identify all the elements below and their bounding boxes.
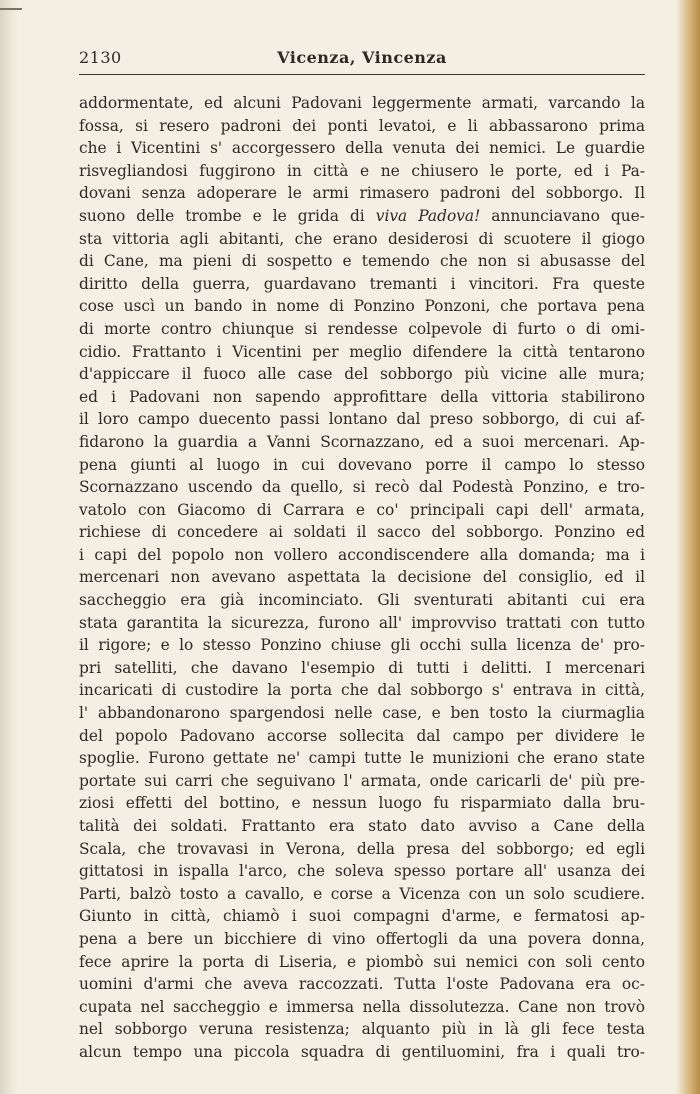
text-segment: incaricati di custodire la porta che dal sobborgo s' entrava in città, [79, 681, 645, 700]
text-line [79, 838, 645, 861]
text-segment: Scornazzano uscendo da quello, si recò dal Podestà Ponzino, e tro- [79, 478, 645, 497]
text-line [79, 205, 645, 228]
text-segment: cupata nel saccheggio e immersa nella dissolutezza. Cane non trovò [79, 997, 645, 1016]
text-line [79, 160, 645, 183]
text-line [79, 295, 645, 318]
text-line [79, 476, 645, 499]
text-segment: vatolo con Giacomo di Carrara e co' principali capi dell' armata, [79, 500, 645, 519]
text-line [79, 973, 645, 996]
text-segment: di morte contro chiunque si rendesse colpevole di furto o di omi- [79, 319, 645, 338]
text-line [79, 408, 645, 431]
text-segment: suono delle trombe e le grida di [79, 206, 376, 225]
text-line [79, 182, 645, 205]
text-line [79, 951, 645, 974]
text-line [79, 792, 645, 815]
text-segment: i capi del popolo non vollero accondiscendere alla domanda; ma i [79, 545, 645, 564]
text-line [79, 137, 645, 160]
text-segment: saccheggio era già incominciato. Gli sventurati abitanti cui era [79, 591, 645, 610]
text-segment: dovani senza adoperare le armi rimasero padroni del sobborgo. Il [79, 184, 645, 203]
text-segment: pena a bere un bicchiere di vino offertogli da una povera donna, [79, 929, 645, 948]
text-line [79, 92, 645, 115]
text-segment: fece aprire la porta di Liseria, e piombò sui nemici con soli cento [79, 952, 645, 971]
text-segment: cose uscì un bando in nome di Ponzino Ponzoni, che portava pena [79, 297, 645, 316]
text-segment: il rigore; e lo stesso Ponzino chiuse gli occhi sulla licenza de' pro- [79, 636, 645, 655]
text-segment: fossa, si resero padroni dei ponti levatoi, e li abbassarono prima [79, 116, 645, 135]
text-line [79, 815, 645, 838]
text-line [79, 341, 645, 364]
text-line [79, 363, 645, 386]
running-title: Vicenza, Vincenza [277, 48, 447, 67]
text-segment: pena giunti al luogo in cui dovevano porre il campo lo stesso [79, 455, 645, 474]
text-line [79, 566, 645, 589]
text-segment: cidio. Frattanto i Vicentini per meglio difendere la città tentarono [79, 342, 645, 361]
text-line [79, 612, 645, 635]
text-line [79, 770, 645, 793]
text-line [79, 657, 645, 680]
text-line [79, 499, 645, 522]
text-segment: che i Vicentini s' accorgessero della venuta dei nemici. Le guardie [79, 139, 645, 158]
text-line [79, 883, 645, 906]
text-segment: ziosi effetti del bottino, e nessun luogo fu risparmiato dalla bru- [79, 794, 645, 813]
text-segment: talità dei soldati. Frattanto era stato dato avviso a Cane della [79, 817, 645, 835]
text-segment: Scala, che trovavasi in Verona, della presa del sobborgo; ed egli [79, 839, 645, 858]
text-segment: richiese di concedere ai soldati il sacco del sobborgo. Ponzino ed [79, 523, 645, 542]
text-line [79, 318, 645, 341]
text-segment: pri satelliti, che davano l'esempio di tutti i delitti. I mercenari [79, 658, 645, 677]
text-segment: diritto della guerra, guardavano tremanti i vincitori. Fra queste [79, 274, 645, 293]
text-line [79, 521, 645, 544]
text-segment: sta vittoria agli abitanti, che erano desiderosi di scuotere il giogo [79, 229, 645, 248]
text-segment: nel sobborgo veruna resistenza; alquanto più in là gli fece testa [79, 1020, 645, 1039]
text-segment: l' abbandonarono spargendosi nelle case, e ben tosto la ciurmaglia [79, 704, 645, 723]
text-segment: mercenari non avevano aspettata la decisione del consiglio, ed il [79, 568, 645, 587]
text-segment: del popolo Padovano accorse sollecita dal campo per dividere le [79, 726, 645, 745]
text-segment: Parti, balzò tosto a cavallo, e corse a Vicenza con un solo scudiere. [79, 884, 645, 903]
text-line [79, 860, 645, 883]
text-line [79, 679, 645, 702]
text-segment: portate sui carri che seguivano l' armata, onde caricarli de' più pre- [79, 771, 645, 790]
text-segment: alcun tempo una piccola squadra di gentiluomini, fra i quali tro- [79, 1042, 645, 1061]
text-segment: annunciavano que- [480, 206, 645, 225]
page-right-edge [676, 0, 700, 1094]
text-line [79, 589, 645, 612]
text-line [79, 634, 645, 657]
text-segment: fidarono la guardia a Vanni Scornazzano, ed a suoi mercenari. Ap- [79, 432, 645, 451]
text-line [79, 544, 645, 567]
page-number: 2130 [79, 48, 122, 67]
text-line [79, 454, 645, 477]
text-line [79, 928, 645, 951]
text-segment: uomini d'armi che aveva raccozzati. Tutta l'oste Padovana era oc- [79, 975, 645, 994]
text-line [79, 725, 645, 748]
text-line [79, 250, 645, 273]
text-line [79, 115, 645, 138]
text-segment: stata garantita la sicurezza, furono all' improvviso trattati con tutto [79, 613, 645, 632]
text-line [79, 273, 645, 296]
text-line [79, 747, 645, 770]
emphasis-text: viva Padova! [375, 206, 481, 225]
body-text [79, 92, 645, 1064]
text-segment: risvegliandosi fuggirono in città e ne chiusero le porte, ed i Pa- [79, 161, 645, 180]
text-segment: ed i Padovani non sapendo approfittare della vittoria stabilirono [79, 387, 645, 406]
corner-mark [0, 8, 22, 10]
text-segment: addormentate, ed alcuni Padovani leggermente armati, varcando la [79, 94, 645, 112]
text-line [79, 905, 645, 928]
text-segment: di Cane, ma pieni di sospetto e temendo che non si abusasse del [79, 252, 645, 271]
text-line [79, 386, 645, 409]
text-line [79, 996, 645, 1019]
text-line [79, 431, 645, 454]
text-line [79, 228, 645, 251]
page-header [79, 48, 645, 72]
text-segment: il loro campo duecento passi lontano dal preso sobborgo, di cui af- [79, 410, 645, 429]
page-left-edge [0, 0, 18, 1094]
text-segment: spoglie. Furono gettate ne' campi tutte le munizioni che erano state [79, 749, 645, 768]
text-line [79, 1041, 645, 1064]
text-line [79, 1018, 645, 1041]
text-segment: Giunto in città, chiamò i suoi compagni d'arme, e fermatosi ap- [79, 907, 645, 926]
header-rule [79, 74, 645, 75]
text-segment: gittatosi in ispalla l'arco, che soleva spesso portare all' usanza dei [79, 862, 645, 881]
text-line [79, 702, 645, 725]
text-segment: d'appiccare il fuoco alle case del sobborgo più vicine alle mura; [79, 365, 645, 384]
